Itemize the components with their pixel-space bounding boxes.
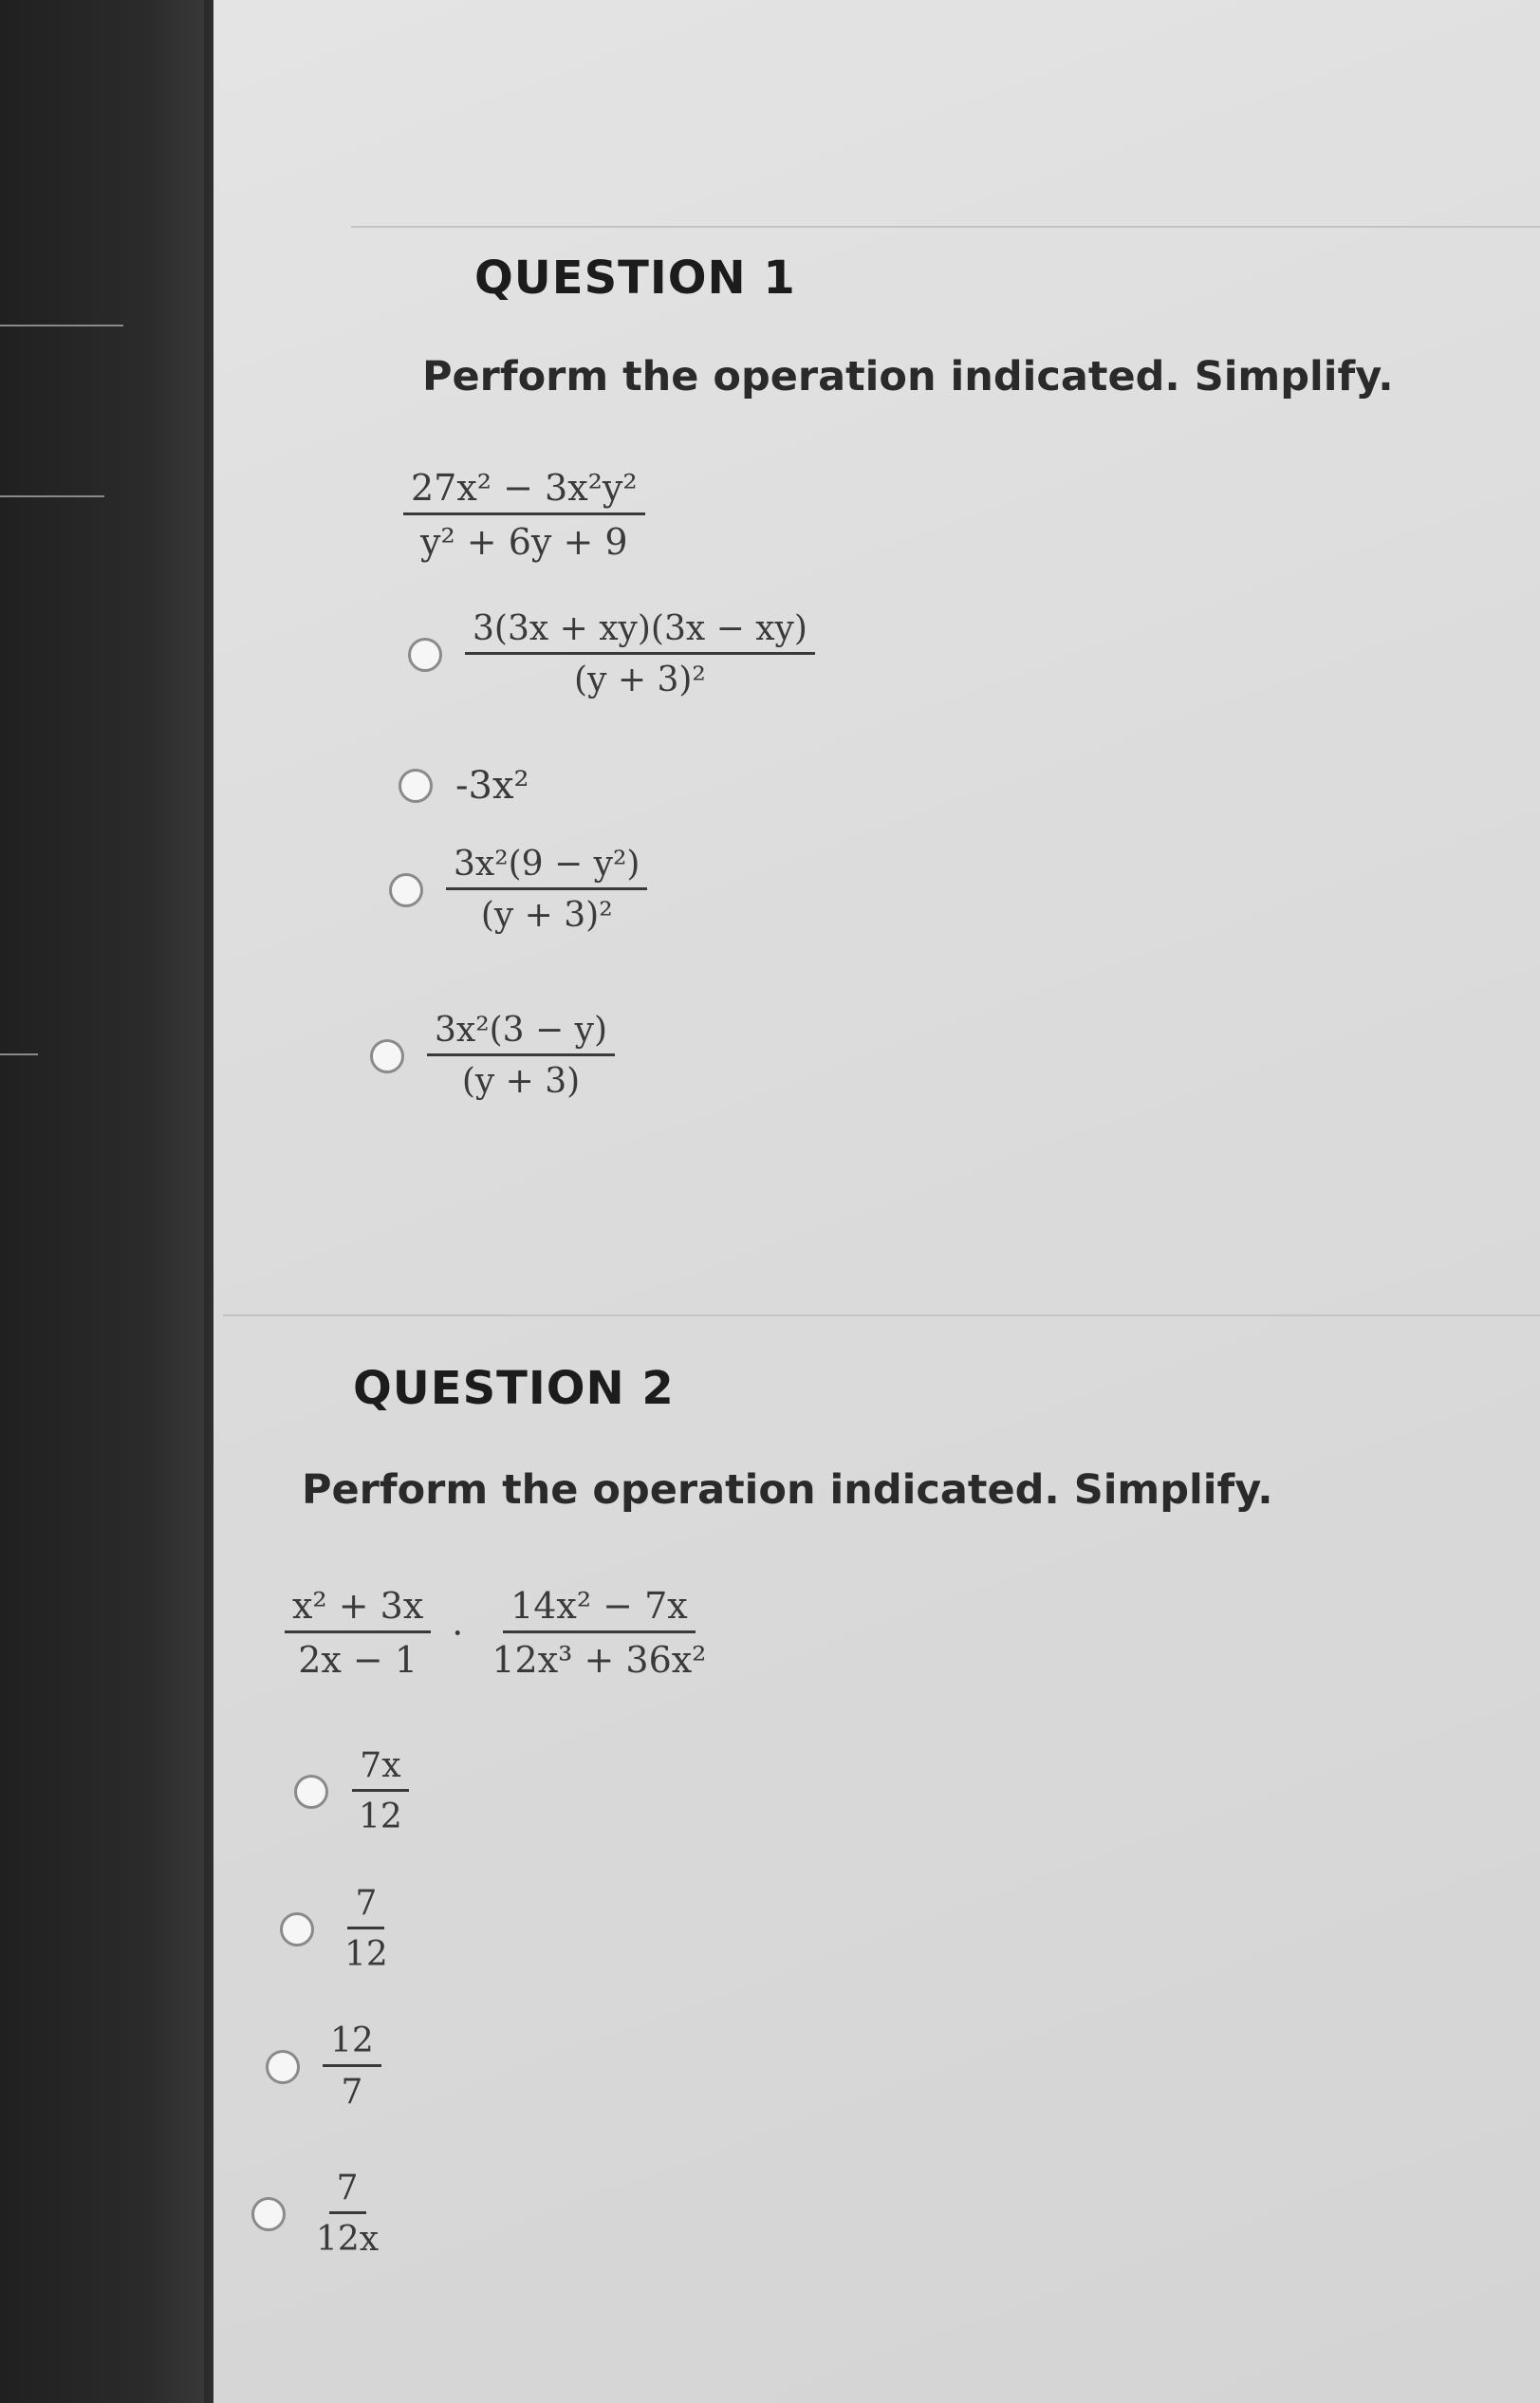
question-1-option-d[interactable] [370,1011,615,1101]
fraction-denominator: (y + 3)² [480,896,613,935]
sidebar-divider [0,325,123,326]
question-1-option-c[interactable] [389,845,647,935]
radio-button[interactable] [251,2197,286,2231]
fraction-denominator: 7 [341,2073,363,2112]
question-2-option-b[interactable] [280,1884,396,1974]
left-fraction [285,1585,431,1681]
fraction-numerator: 7x [352,1746,408,1792]
fraction-denominator: 12 [344,1935,388,1974]
question-1-fraction [403,467,645,563]
question-1-separator [351,226,1540,228]
fraction-numerator: 3x²(9 − y²) [446,845,647,890]
option-fraction [446,845,647,935]
radio-button[interactable] [280,1912,314,1947]
fraction-numerator: 27x² − 3x²y² [403,467,645,515]
question-2-title: QUESTION 2 [353,1362,675,1415]
question-1-option-a[interactable] [408,609,815,699]
question-1-expression [403,467,645,563]
fraction-denominator: y² + 6y + 9 [420,521,628,563]
option-fraction [351,1746,410,1836]
option-fraction [308,2169,386,2259]
question-1-option-b[interactable] [399,764,529,808]
sidebar-divider [0,1053,38,1055]
question-1-title: QUESTION 1 [474,251,796,305]
question-2-expression [285,1585,714,1681]
sidebar-divider [0,495,104,497]
radio-button[interactable] [408,638,442,672]
fraction-numerator: 7 [347,1884,384,1929]
radio-button[interactable] [399,769,433,803]
fraction-denominator: (y + 3) [461,1062,581,1101]
fraction-numerator: x² + 3x [285,1585,431,1633]
option-fraction [323,2021,381,2112]
fraction-denominator: 12x³ + 36x² [492,1639,707,1681]
radio-button[interactable] [266,2050,300,2084]
fraction-numerator: 14x² − 7x [503,1585,696,1633]
option-fraction [337,1884,396,1974]
question-2-prompt: Perform the operation indicated. Simplify. [302,1466,1273,1514]
fraction-numerator: 7 [329,2169,366,2214]
radio-button[interactable] [294,1775,328,1809]
fraction-numerator: 3(3x + xy)(3x − xy) [465,609,815,655]
option-fraction [427,1011,615,1101]
fraction-denominator: 2x − 1 [298,1639,418,1681]
fraction-denominator: (y + 3)² [574,661,706,699]
question-2-option-a[interactable] [294,1746,410,1836]
question-2-option-c[interactable] [266,2021,381,2112]
right-fraction [484,1585,714,1681]
fraction-denominator: 12 [359,1798,402,1836]
question-1-prompt: Perform the operation indicated. Simplify. [422,353,1394,400]
left-sidebar [0,0,213,2403]
radio-button[interactable] [389,873,423,907]
radio-button[interactable] [370,1039,404,1073]
question-2-option-d[interactable] [251,2169,386,2259]
option-fraction [465,609,815,699]
question-2-separator [223,1314,1540,1316]
option-text: -3x² [455,764,529,808]
fraction-numerator: 3x²(3 − y) [427,1011,615,1056]
fraction-numerator: 12 [323,2021,381,2067]
multiply-operator: · [452,1611,464,1654]
fraction-denominator: 12x [316,2220,380,2259]
